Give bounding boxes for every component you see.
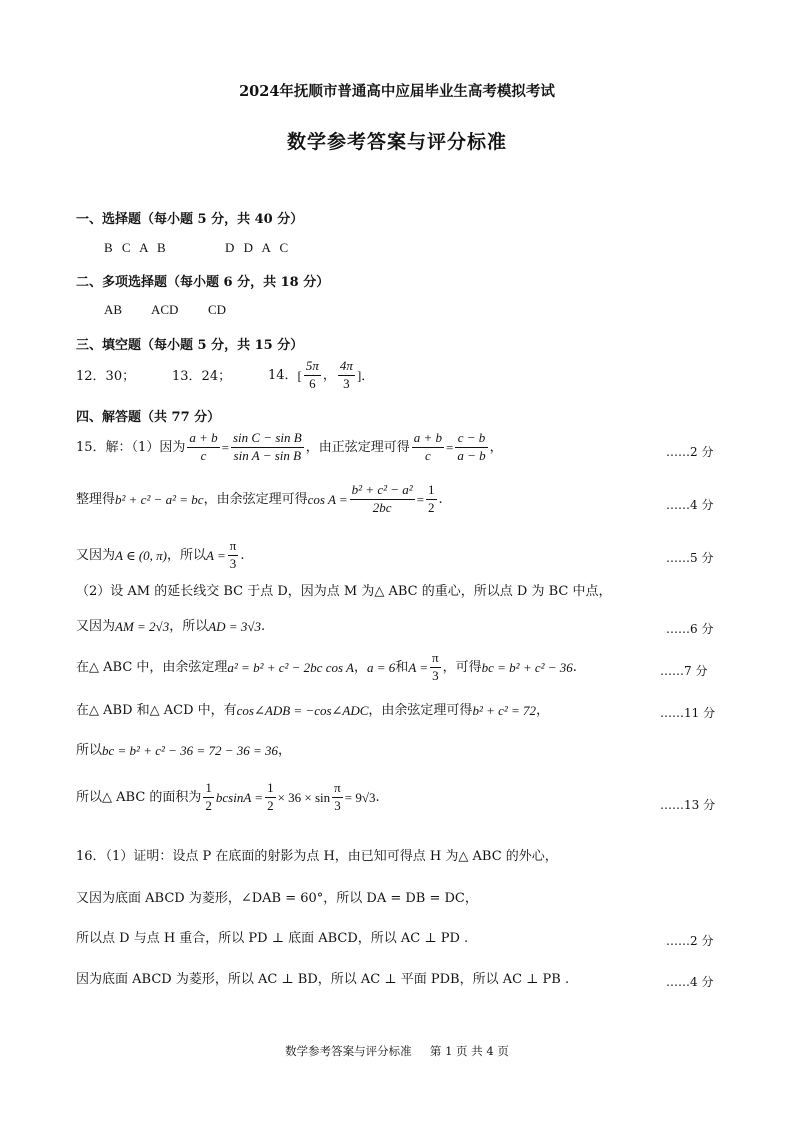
q15-score-5: ……5 分 [666, 551, 714, 565]
q15-l8-a: 所以 [76, 743, 103, 758]
q15-l7-a: 在△ ABD 和△ ACD 中，有 [76, 703, 237, 718]
q15-line-6 [76, 651, 577, 684]
q15-l1-label: 15．解：（1）因为 [76, 439, 186, 455]
q15-l6-and: 和 [395, 659, 409, 675]
q15-l5-ad: AD = 3√3 [208, 619, 261, 634]
q16-score-4: ……4 分 [666, 975, 714, 989]
q15-l6-a: 在△ ABC 中，由余弦定理 [76, 659, 228, 675]
section-fill-heading: 三、填空题（每小题 5 分，共 15 分） [76, 338, 304, 353]
q15-l1-frac1-num: a + b [187, 431, 219, 448]
q15-l3-frac-den: 3 [229, 555, 237, 571]
q15-l9-frac1-den: 2 [205, 797, 212, 813]
q14-label: 14． [268, 367, 298, 383]
q15-l1-eq: = [221, 439, 229, 455]
q15-l9-frac2-den: 2 [267, 797, 274, 813]
q15-l6-c: ， [354, 659, 368, 675]
q15-l3-d: A = [206, 547, 226, 563]
q14-frac1-numerator: 5π [304, 359, 321, 376]
q15-l1-eq2: = [445, 439, 454, 455]
q15-l1-frac4-num: c − b [455, 431, 487, 448]
q15-l9-c: × 36 × sin [277, 789, 331, 805]
q15-l6-A: A = [408, 659, 429, 675]
q15-l6-end: . [572, 659, 577, 675]
q15-score-2: ……2 分 [666, 445, 714, 459]
q15-l1-frac2-num: sin C − sin B [231, 431, 304, 448]
q16-line-3: 所以点 D 与点 H 重合，所以 PD ⊥ 底面 ABCD，所以 AC ⊥ PD . [76, 931, 469, 946]
q15-score-4: ……4 分 [666, 498, 714, 512]
q14-frac2-denominator: 3 [343, 375, 350, 391]
q15-l2-frac-num: b² + c² − a² [350, 483, 415, 500]
q15-l1-frac4-den: a − b [457, 447, 486, 463]
q15-l1-frac3-den: c [424, 447, 431, 463]
exam-title: 2024年抚顺市普通高中应届毕业生高考模拟考试 [239, 83, 555, 100]
q15-l2-eq: = [416, 491, 425, 507]
q16-line-4: 因为底面 ABCD 为菱形，所以 AC ⊥ BD，所以 AC ⊥ 平面 PDB，所以 AC ⊥ PB . [76, 972, 570, 987]
q15-l1-frac2-den: sin A − sin B [233, 447, 302, 463]
q15-l3-domain: A ∈ (0, π) [115, 547, 168, 563]
multi-answer-10: ACD [151, 302, 179, 317]
q15-l7-end: ， [536, 703, 550, 718]
q15-l6-a-value: a = 6 [367, 659, 396, 675]
q15-l1-end: ， [489, 439, 503, 455]
q15-l9-frac3-den: 3 [334, 797, 341, 813]
q15-l5-c: ，所以 [169, 619, 209, 634]
q15-line-7 [76, 704, 549, 717]
q16-line-1: 16．（1）证明：设点 P 在底面的射影为点 H，由已知可得点 H 为△ ABC 的外心， [76, 849, 558, 864]
q15-l2-cos: cos A = [307, 491, 348, 507]
q15-l9-frac1-num: 1 [203, 781, 214, 798]
q15-l7-c: ，由余弦定理可得 [368, 703, 473, 718]
q15-line-2 [76, 483, 443, 516]
section-multi-choice-heading: 二、多项选择题（每小题 6 分，共 18 分） [76, 275, 330, 290]
q15-score-6: ……6 分 [666, 622, 714, 636]
q15-score-7: ……7 分 [660, 664, 708, 678]
q15-l2-c: ，由余弦定理可得 [203, 491, 308, 507]
q15-l6-frac-den: 3 [432, 667, 439, 683]
q15-l9-b: bcsinA = [215, 789, 264, 805]
q15-l1-frac3-num: a + b [412, 431, 444, 448]
q15-l8-bc: bc = b² + c² − 36 = 72 − 36 = 36 [102, 743, 278, 758]
q15-l9-frac2-num: 1 [265, 781, 276, 798]
section-choice-heading: 一、选择题（每小题 5 分，共 40 分） [76, 212, 304, 227]
fill-answer-14 [268, 359, 374, 392]
q14-separator: ， [322, 367, 336, 383]
q15-score-11: ……11 分 [660, 706, 716, 720]
choice-answers-5-8: D D A C [225, 240, 289, 255]
q15-l1-mid: ，由正弦定理可得 [305, 439, 410, 455]
q15-l6-bc: bc = b² + c² − 36 [481, 659, 573, 675]
q15-line-8 [76, 744, 291, 757]
fill-answer-12: 12．30； [76, 369, 136, 384]
q15-l3-end: . [240, 547, 245, 563]
q15-l6-g: ，可得 [442, 659, 482, 675]
q15-l2-a: 整理得 [76, 491, 116, 507]
q14-frac1-denominator: 6 [309, 375, 316, 391]
q15-l2-frac-den: 2bc [372, 499, 392, 515]
q15-l9-end: . [375, 789, 380, 805]
q15-line-3 [76, 539, 244, 572]
q15-l5-end: . [260, 619, 266, 634]
q15-l7-cos: cos∠ADB = −cos∠ADC [236, 703, 369, 718]
q15-l1-frac1-den: c [200, 447, 207, 463]
multi-answer-9: AB [104, 302, 123, 317]
q15-l9-frac3-num: π [332, 781, 343, 798]
q15-l6-law: a² = b² + c² − 2bc cos A [227, 659, 354, 675]
q15-score-13: ……13 分 [660, 798, 716, 812]
document-subtitle: 数学参考答案与评分标准 [286, 131, 507, 153]
q14-frac2-numerator: 4π [338, 359, 355, 376]
q15-l3-a: 又因为 [76, 547, 116, 563]
q15-l6-frac-num: π [430, 651, 441, 668]
q15-l3-c: ，所以 [167, 547, 207, 563]
fill-answer-13: 13．24； [172, 369, 232, 384]
multi-answer-11: CD [208, 302, 227, 317]
q15-line-9 [76, 781, 380, 814]
q15-l9-a: 所以△ ABC 的面积为 [76, 789, 202, 805]
q16-score-2: ……2 分 [666, 934, 714, 948]
q15-l2-end: . [438, 491, 443, 507]
q15-line-1 [76, 431, 503, 464]
q15-l9-area: = 9√3 [344, 789, 376, 805]
page-footer: 数学参考答案与评分标准 第 1 页 共 4 页 [285, 1044, 509, 1058]
q15-l2-frac2-den: 2 [428, 499, 435, 515]
q15-l8-end: ， [278, 743, 292, 758]
q15-l2-frac2-num: 1 [426, 483, 437, 500]
q16-line-2: 又因为底面 ABCD 为菱形，∠DAB = 60°，所以 DA = DB = DC， [76, 891, 478, 906]
q14-open-bracket: [ [297, 367, 302, 383]
q15-l7-sum: b² + c² = 72 [472, 703, 537, 718]
q15-l5-am: AM = 2√3 [115, 619, 170, 634]
q14-close-bracket: ]． [356, 367, 375, 383]
q15-l2-equation: b² + c² − a² = bc [115, 491, 204, 507]
q15-line-5 [76, 620, 265, 633]
q15-l5-a: 又因为 [76, 619, 116, 634]
section-solution-heading: 四、解答题（共 77 分） [76, 410, 221, 425]
q15-l3-frac-num: π [228, 539, 239, 556]
q15-line-4: （2）设 AM 的延长线交 BC 于点 D，因为点 M 为△ ABC 的重心，所以点 D 为 BC 中点， [76, 584, 612, 599]
choice-answers-1-4: B C A B [104, 240, 166, 255]
